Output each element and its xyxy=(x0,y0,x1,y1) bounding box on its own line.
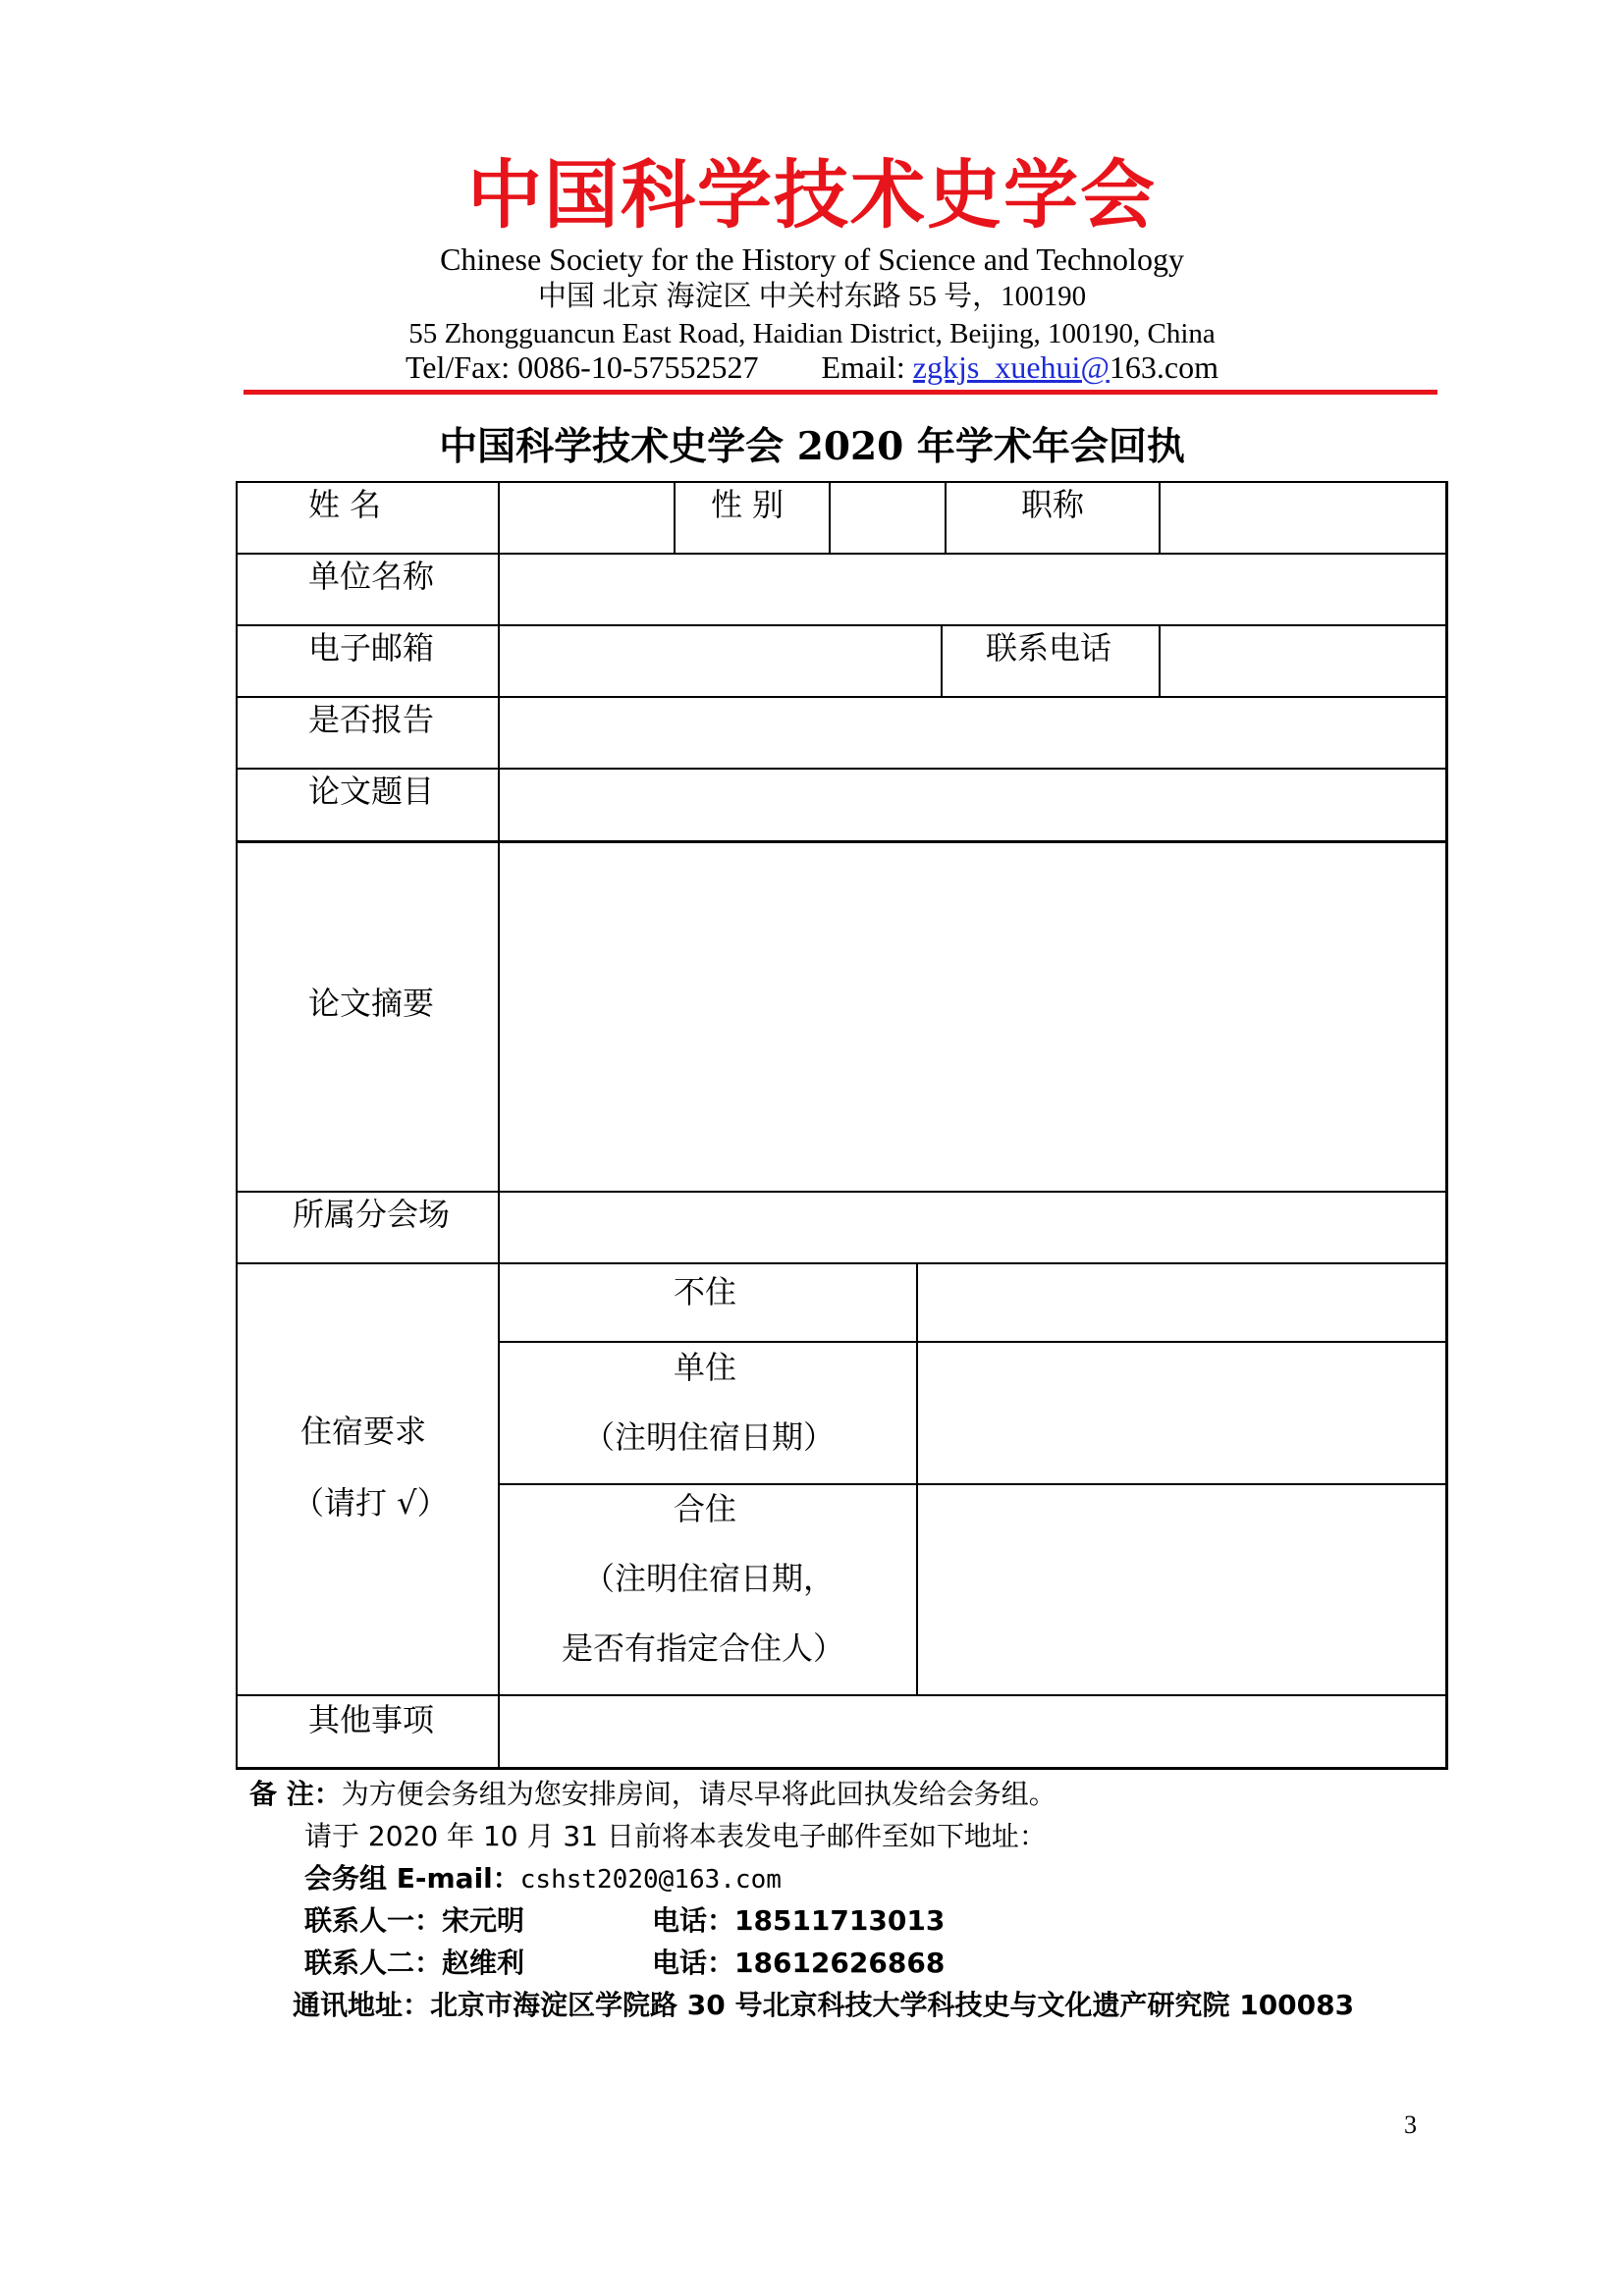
tel-fax: Tel/Fax: 0086-10-57552527 xyxy=(405,349,759,385)
option-no-stay: 不住 xyxy=(674,1273,737,1310)
contact1-label: 联系人一：宋元明 xyxy=(304,1904,525,1937)
label-gender: 性 别 xyxy=(711,486,785,523)
grid-line xyxy=(236,1767,1447,1770)
label-lodging-hint: （请打 √） xyxy=(293,1484,449,1522)
grid-line xyxy=(236,481,238,1769)
abstract-field[interactable] xyxy=(500,843,1444,1190)
org-title-cn: 中国科学技术史学会 xyxy=(467,151,1157,239)
phone-field[interactable] xyxy=(1161,626,1444,695)
mailing-address: 通讯地址：北京市海淀区学院路 30 号北京科技大学科技史与文化遗产研究院 100083 xyxy=(293,1989,1355,2021)
paper-title-field[interactable] xyxy=(500,770,1444,839)
email-field[interactable] xyxy=(500,626,940,695)
contact2-label: 联系人二：赵维利 xyxy=(304,1947,525,1979)
label-abstract: 论文摘要 xyxy=(308,985,435,1022)
label-job-title: 职称 xyxy=(1021,486,1085,523)
deadline-text: 请于 2020 年 10 月 31 日前将本表发电子邮件至如下地址： xyxy=(304,1820,1047,1852)
label-other: 其他事项 xyxy=(308,1701,435,1738)
option-shared: 合住 xyxy=(674,1490,737,1527)
name-field[interactable] xyxy=(500,483,673,552)
grid-line xyxy=(941,624,943,697)
organization-field[interactable] xyxy=(500,555,1444,623)
gender-field[interactable] xyxy=(831,483,944,552)
job-title-field[interactable] xyxy=(1161,483,1444,552)
label-organization: 单位名称 xyxy=(308,558,435,595)
form-title: 中国科学技术史学会 2020 年学术年会回执 xyxy=(439,424,1185,469)
label-paper-title: 论文题目 xyxy=(308,773,435,810)
contact-line xyxy=(0,349,1624,385)
grid-line xyxy=(1445,481,1448,1770)
email-link[interactable]: zgkjs_xuehui@ xyxy=(912,349,1110,385)
other-field[interactable] xyxy=(500,1696,1444,1766)
option-shared-note-1: （注明住宿日期， xyxy=(583,1560,836,1597)
no-stay-checkbox[interactable] xyxy=(918,1264,1444,1340)
option-single-note: （注明住宿日期） xyxy=(583,1418,836,1456)
remark-text: 为方便会务组为您安排房间，请尽早将此回执发给会务组。 xyxy=(341,1778,1056,1810)
report-field[interactable] xyxy=(500,698,1444,767)
address-en: 55 Zhongguancun East Road, Haidian District, Beijing, 100190, China xyxy=(408,318,1216,349)
label-session: 所属分会场 xyxy=(293,1196,451,1233)
contact-email-line xyxy=(304,1863,782,1896)
label-name: 姓 名 xyxy=(308,486,382,523)
option-single: 单住 xyxy=(674,1349,737,1386)
contact1-phone: 电话：18511713013 xyxy=(652,1904,946,1937)
label-phone: 联系电话 xyxy=(986,629,1112,667)
address-cn: 中国 北京 海淀区 中关村东路 55 号，100190 xyxy=(537,281,1087,312)
remark xyxy=(249,1779,1056,1810)
contact-email-label: 会务组 E-mail： xyxy=(304,1862,520,1895)
email-domain: 163.com xyxy=(1109,349,1218,385)
email-label: Email: xyxy=(821,349,913,385)
option-shared-note-2: 是否有指定合住人） xyxy=(562,1629,845,1667)
page-number: 3 xyxy=(1404,2110,1417,2139)
remark-label: 备 注： xyxy=(249,1778,342,1810)
contact-email-value: cshst2020@163.com xyxy=(519,1865,782,1895)
header-divider xyxy=(244,390,1437,395)
session-field[interactable] xyxy=(500,1193,1444,1261)
label-email: 电子邮箱 xyxy=(308,629,435,667)
single-stay-field[interactable] xyxy=(918,1343,1444,1482)
org-title-en: Chinese Society for the History of Science and Technology xyxy=(440,241,1184,277)
grid-line xyxy=(674,481,676,554)
grid-line xyxy=(945,481,947,554)
label-lodging: 住宿要求 xyxy=(300,1413,427,1450)
label-report: 是否报告 xyxy=(308,701,435,738)
shared-stay-field[interactable] xyxy=(918,1485,1444,1693)
contact2-phone: 电话：18612626868 xyxy=(652,1947,946,1979)
